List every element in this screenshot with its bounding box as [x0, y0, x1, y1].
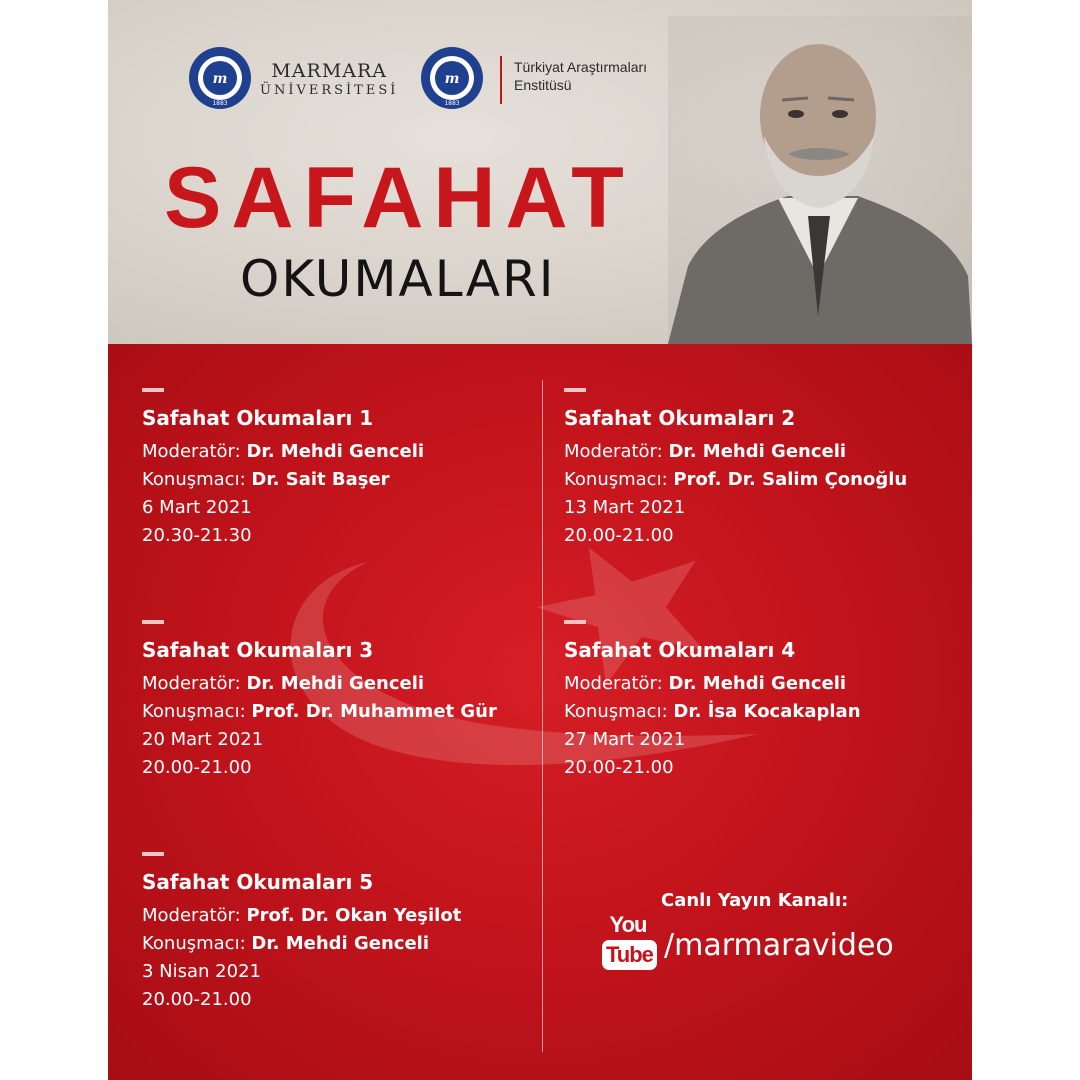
youtube-logo-icon — [602, 912, 654, 976]
poster-title: SAFAHAT — [164, 150, 634, 246]
session-date: 13 Mart 2021 — [564, 497, 686, 518]
university-name — [260, 60, 398, 100]
live-stream-label: Canlı Yayın Kanalı: — [661, 890, 849, 911]
session-date: 6 Mart 2021 — [142, 497, 252, 518]
institute-name — [514, 58, 647, 94]
speaker-name: Dr. İsa Kocakaplan — [673, 701, 861, 722]
session-1 — [142, 388, 424, 550]
session-dash — [564, 620, 586, 624]
session-time: 20.00-21.00 — [142, 757, 252, 778]
moderator-name: Dr. Mehdi Genceli — [668, 673, 847, 694]
session-moderator — [142, 670, 497, 698]
session-date: 20 Mart 2021 — [142, 729, 264, 750]
session-moderator — [142, 902, 461, 930]
speaker-name: Dr. Sait Başer — [251, 469, 390, 490]
session-time: 20.30-21.30 — [142, 525, 252, 546]
event-poster — [108, 0, 972, 1080]
moderator-label: Moderatör: — [142, 905, 241, 926]
session-date: 27 Mart 2021 — [564, 729, 686, 750]
session-time: 20.00-21.00 — [564, 757, 674, 778]
speaker-label: Konuşmacı: — [142, 701, 246, 722]
session-date: 3 Nisan 2021 — [142, 961, 261, 982]
column-divider — [542, 380, 543, 1052]
moderator-name: Prof. Dr. Okan Yeşilot — [246, 905, 462, 926]
session-moderator — [564, 438, 907, 466]
poster-subtitle: OKUMALARI — [240, 250, 556, 308]
speaker-label: Konuşmacı: — [142, 469, 246, 490]
session-time: 20.00-21.00 — [142, 989, 252, 1010]
speaker-label: Konuşmacı: — [142, 933, 246, 954]
moderator-label: Moderatör: — [564, 441, 663, 462]
session-dash — [142, 388, 164, 392]
moderator-name: Dr. Mehdi Genceli — [246, 673, 425, 694]
session-3 — [142, 620, 497, 782]
session-title: Safahat Okumaları 3 — [142, 638, 374, 662]
svg-text:1883: 1883 — [444, 100, 460, 107]
institute-name-line1: Türkiyat Araştırmaları — [514, 59, 648, 75]
poet-portrait — [668, 16, 972, 344]
marmara-university-logo — [188, 46, 252, 110]
moderator-name: Dr. Mehdi Genceli — [668, 441, 847, 462]
speaker-label: Konuşmacı: — [564, 469, 668, 490]
moderator-name: Dr. Mehdi Genceli — [246, 441, 425, 462]
session-speaker — [142, 698, 497, 726]
session-moderator — [564, 670, 861, 698]
session-dash — [142, 620, 164, 624]
university-name-line1: MARMARA — [271, 60, 388, 82]
session-time: 20.00-21.00 — [564, 525, 674, 546]
svg-text:m: m — [212, 71, 228, 87]
session-4 — [564, 620, 861, 782]
session-5 — [142, 852, 461, 1014]
svg-text:m: m — [444, 71, 460, 87]
speaker-name: Prof. Dr. Muhammet Gür — [251, 701, 497, 722]
speaker-name: Prof. Dr. Salim Çonoğlu — [673, 469, 908, 490]
session-dash — [564, 388, 586, 392]
speaker-name: Dr. Mehdi Genceli — [251, 933, 430, 954]
session-speaker — [142, 466, 424, 494]
moderator-label: Moderatör: — [142, 673, 241, 694]
session-speaker — [564, 466, 907, 494]
svg-text:1883: 1883 — [212, 100, 228, 107]
session-title: Safahat Okumaları 1 — [142, 406, 374, 430]
moderator-label: Moderatör: — [142, 441, 241, 462]
session-speaker — [564, 698, 861, 726]
session-title: Safahat Okumaları 5 — [142, 870, 374, 894]
youtube-tube-text: Tube — [602, 940, 657, 970]
session-title: Safahat Okumaları 4 — [564, 638, 796, 662]
youtube-you-text: You — [609, 912, 647, 937]
session-speaker — [142, 930, 461, 958]
speaker-label: Konuşmacı: — [564, 701, 668, 722]
institute-name-line2: Enstitüsü — [514, 77, 572, 93]
youtube-channel-name: /marmaravideo — [664, 928, 894, 963]
session-dash — [142, 852, 164, 856]
university-name-line2: ÜNİVERSİTESİ — [260, 83, 399, 98]
session-2 — [564, 388, 907, 550]
moderator-label: Moderatör: — [564, 673, 663, 694]
institute-logo — [420, 46, 484, 110]
session-title: Safahat Okumaları 2 — [564, 406, 796, 430]
session-moderator — [142, 438, 424, 466]
institute-divider — [500, 56, 502, 104]
